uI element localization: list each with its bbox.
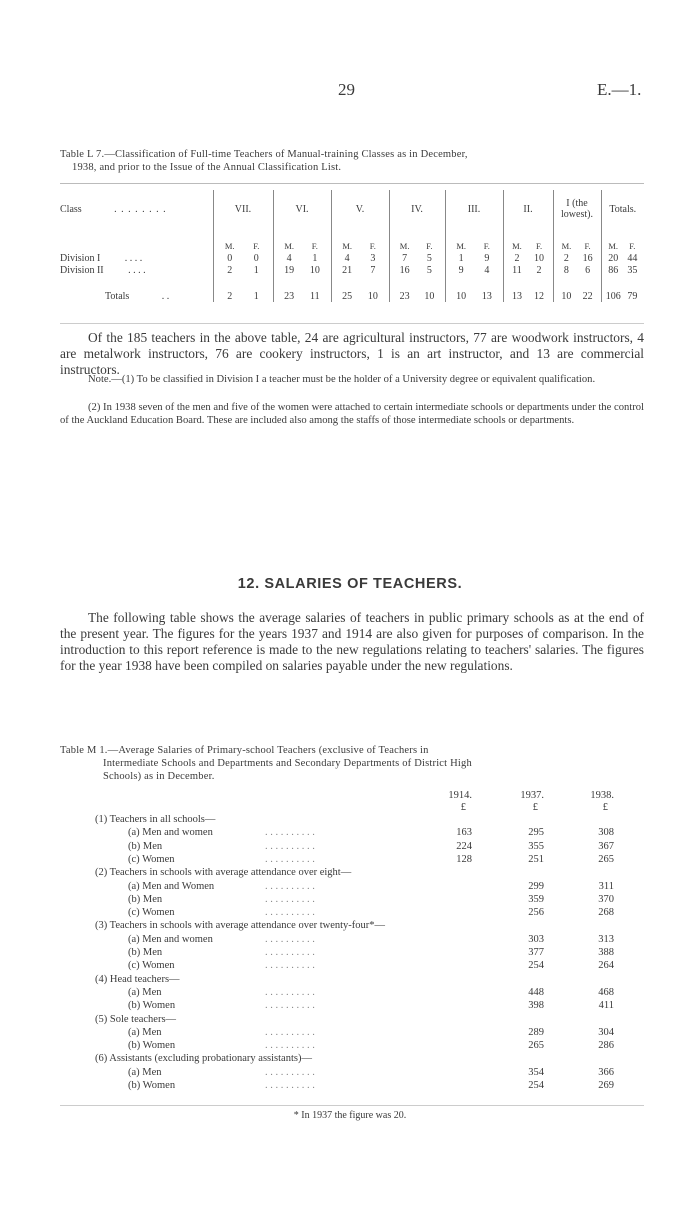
value-1938: 468 bbox=[598, 986, 614, 998]
female-value: 35 bbox=[627, 264, 638, 276]
male-value: 23 bbox=[284, 290, 295, 302]
male-value: 2 bbox=[514, 252, 520, 264]
female-label: F. bbox=[253, 241, 260, 251]
caption-line-3: Schools) as in December. bbox=[103, 771, 215, 782]
leader-dots: . . . . . . . . . . bbox=[265, 880, 315, 892]
male-value: 10 bbox=[561, 290, 572, 302]
value-1937: 256 bbox=[528, 907, 544, 919]
class-label: Class bbox=[60, 203, 82, 215]
table-row bbox=[0, 814, 700, 828]
row-label: (a) Men bbox=[128, 986, 162, 998]
table-row-totals bbox=[60, 290, 644, 302]
female-value: 9 bbox=[484, 252, 490, 264]
male-value: 0 bbox=[227, 252, 233, 264]
value-1937: 303 bbox=[528, 933, 544, 945]
col-iii: III. bbox=[445, 190, 503, 228]
leader-dots: . . . . . . . . . . bbox=[265, 893, 315, 905]
female-label: F. bbox=[369, 241, 376, 251]
male-value: 13 bbox=[511, 290, 522, 302]
female-label: F. bbox=[584, 241, 591, 251]
value-1938: 367 bbox=[598, 840, 614, 852]
table-row-division-1 bbox=[60, 252, 644, 264]
leader-dots: . . . . bbox=[125, 264, 146, 276]
female-value: 44 bbox=[627, 252, 638, 264]
value-1937: 398 bbox=[528, 1000, 544, 1012]
leader-dots: . . . . . . . . . . bbox=[265, 1066, 315, 1078]
female-value: 79 bbox=[627, 290, 638, 302]
table-l7-caption bbox=[60, 148, 650, 174]
male-value: 8 bbox=[563, 264, 569, 276]
row-label: Totals bbox=[105, 290, 130, 302]
row-label: (a) Men bbox=[128, 1026, 162, 1038]
value-1938: 265 bbox=[598, 853, 614, 865]
table-row bbox=[0, 1027, 700, 1041]
row-label: (6) Assistants (excluding probationary assistants)— bbox=[95, 1053, 312, 1065]
caption-line-2: 1938, and prior to the Issue of the Annual Classification List. bbox=[72, 162, 342, 173]
female-label: F. bbox=[535, 241, 543, 251]
leader-dots: . . . . . . . . . . bbox=[265, 1026, 315, 1038]
table-row bbox=[0, 947, 700, 961]
female-value: 5 bbox=[426, 252, 432, 264]
value-1938: 313 bbox=[598, 933, 614, 945]
female-label: F. bbox=[426, 241, 433, 251]
row-label: Division II bbox=[60, 264, 104, 276]
value-1938: 268 bbox=[598, 907, 614, 919]
row-label: (b) Women bbox=[128, 1040, 176, 1052]
female-value: 22 bbox=[582, 290, 593, 302]
female-label: F. bbox=[629, 241, 636, 251]
table-header-row bbox=[60, 190, 644, 228]
male-value: 2 bbox=[227, 264, 233, 276]
value-1938: 311 bbox=[598, 880, 614, 892]
sex-row bbox=[60, 240, 644, 252]
leader-dots: . . . . . . . . . . bbox=[265, 827, 315, 839]
value-1938: 269 bbox=[598, 1080, 614, 1091]
caption-line-1: Table M 1.—Average Salaries of Primary-school Teachers (exclusive of Teachers in bbox=[60, 745, 429, 756]
male-value: 19 bbox=[284, 264, 295, 276]
male-value: 20 bbox=[608, 252, 619, 264]
value-1938: 286 bbox=[598, 1040, 614, 1052]
row-label: (b) Men bbox=[128, 893, 163, 905]
male-value: 21 bbox=[342, 264, 353, 276]
table-row bbox=[0, 934, 700, 948]
row-label: (a) Men bbox=[128, 1066, 162, 1078]
year-1938: 1938. bbox=[590, 790, 614, 801]
leader-dots: . . . . . . . . . . bbox=[265, 933, 315, 945]
table-row bbox=[0, 841, 700, 855]
leader-dots: . . bbox=[159, 290, 170, 302]
female-value: 13 bbox=[481, 290, 492, 302]
value-1938: 411 bbox=[598, 1000, 614, 1012]
male-value: 23 bbox=[399, 290, 410, 302]
footnote-rule bbox=[60, 1105, 644, 1106]
male-value: 7 bbox=[402, 252, 408, 264]
table-row bbox=[0, 894, 700, 908]
col-iv: IV. bbox=[389, 190, 445, 228]
row-label: (b) Men bbox=[128, 840, 163, 852]
value-1914: 128 bbox=[456, 853, 472, 865]
table-row bbox=[0, 1014, 700, 1028]
female-value: 0 bbox=[253, 252, 259, 264]
value-1937: 289 bbox=[528, 1026, 544, 1038]
male-label: M. bbox=[224, 241, 235, 251]
leader-dots: . . . . . . . . bbox=[114, 203, 167, 215]
male-label: M. bbox=[561, 241, 572, 251]
row-label: (c) Women bbox=[128, 907, 175, 919]
male-value: 25 bbox=[342, 290, 353, 302]
table-row bbox=[0, 881, 700, 895]
value-1938: 304 bbox=[598, 1026, 614, 1038]
male-value: 4 bbox=[344, 252, 350, 264]
value-1937: 254 bbox=[528, 960, 544, 972]
female-value: 6 bbox=[585, 264, 591, 276]
female-value: 5 bbox=[426, 264, 432, 276]
value-1938: 388 bbox=[598, 947, 614, 958]
table-l7 bbox=[60, 190, 644, 302]
value-1937: 355 bbox=[528, 840, 544, 852]
row-label: (1) Teachers in all schools— bbox=[95, 814, 216, 825]
col-ii: II. bbox=[503, 190, 553, 228]
value-1937: 354 bbox=[528, 1066, 544, 1078]
leader-dots: . . . . . . . . . . bbox=[265, 1080, 315, 1091]
table-row bbox=[0, 907, 700, 921]
row-label: (b) Men bbox=[128, 947, 163, 958]
table-row bbox=[0, 1053, 700, 1067]
row-label: (b) Women bbox=[128, 1080, 176, 1091]
male-value: 1 bbox=[458, 252, 464, 264]
male-value: 16 bbox=[399, 264, 410, 276]
female-value: 7 bbox=[370, 264, 376, 276]
table-row bbox=[0, 960, 700, 974]
female-label: F. bbox=[311, 241, 318, 251]
female-label: F. bbox=[483, 241, 490, 251]
leader-dots: . . . . . . . . . . bbox=[265, 907, 315, 919]
male-label: M. bbox=[608, 241, 619, 251]
year-1937: 1937. bbox=[520, 790, 544, 801]
page-number: 29 bbox=[338, 80, 355, 99]
female-value: 16 bbox=[582, 252, 593, 264]
section-heading: 12. SALARIES OF TEACHERS. bbox=[237, 576, 463, 592]
table-row bbox=[0, 854, 700, 868]
table-m1-caption bbox=[60, 744, 644, 783]
paragraph-salaries: The following table shows the average salaries of teachers in public primary schools as at the end of the present year. The figures for the years 1937 and 1914 are also given for purposes of comparison. In the introduction to this report reference is made to the new regulations relating to teachers' salaries. The figures for the year 1938 have been compiled on salaries payable under the new regulations. bbox=[60, 610, 644, 673]
value-1937: 299 bbox=[528, 880, 544, 892]
male-label: M. bbox=[399, 241, 410, 251]
female-value: 10 bbox=[424, 290, 435, 302]
row-label: Division I bbox=[60, 252, 101, 264]
table-m1 bbox=[0, 790, 700, 1110]
table-row bbox=[0, 987, 700, 1001]
value-1938: 366 bbox=[598, 1066, 614, 1078]
female-value: 1 bbox=[253, 290, 259, 302]
footnote: * In 1937 the figure was 20. bbox=[293, 1110, 407, 1121]
value-1937: 448 bbox=[528, 986, 544, 998]
female-value: 10 bbox=[367, 290, 378, 302]
currency-1937: £ bbox=[532, 802, 538, 813]
table-row-division-2 bbox=[60, 264, 644, 276]
row-label: (b) Women bbox=[128, 1000, 176, 1012]
female-value: 10 bbox=[534, 252, 545, 264]
leader-dots: . . . . . . . . . . bbox=[265, 960, 315, 972]
male-value: 9 bbox=[458, 264, 464, 276]
male-label: M. bbox=[512, 241, 522, 251]
row-label: (a) Men and Women bbox=[128, 880, 215, 892]
row-label: (c) Women bbox=[128, 853, 175, 865]
female-value: 4 bbox=[484, 264, 490, 276]
col-vii: VII. bbox=[213, 190, 273, 228]
leader-dots: . . . . . . . . . . bbox=[265, 853, 315, 865]
row-label: (2) Teachers in schools with average attendance over eight— bbox=[95, 867, 352, 879]
female-value: 3 bbox=[370, 252, 376, 264]
row-label: (a) Men and women bbox=[128, 933, 213, 945]
value-1937: 359 bbox=[528, 893, 544, 905]
row-label: (3) Teachers in schools with average attendance over twenty-four*— bbox=[95, 920, 386, 932]
table-row bbox=[0, 827, 700, 841]
document-reference: E.—1. bbox=[597, 80, 642, 99]
female-value: 11 bbox=[310, 290, 320, 302]
value-1937: 265 bbox=[528, 1040, 544, 1052]
table-row bbox=[0, 1000, 700, 1014]
row-label: (c) Women bbox=[128, 960, 175, 972]
caption-line-2: Intermediate Schools and Departments and Secondary Departments of District High bbox=[103, 758, 472, 769]
table-row bbox=[0, 1040, 700, 1054]
table-row bbox=[0, 920, 700, 934]
value-1937: 377 bbox=[528, 947, 544, 958]
male-value: 10 bbox=[456, 290, 467, 302]
male-label: M. bbox=[456, 241, 467, 251]
col-totals: Totals. bbox=[601, 190, 644, 228]
col-i: I (the lowest). bbox=[553, 190, 601, 228]
leader-dots: . . . . . . . . . . bbox=[265, 986, 315, 998]
male-label: M. bbox=[342, 241, 353, 251]
leader-dots: . . . . . . . . . . bbox=[265, 1040, 315, 1052]
table-row bbox=[0, 1080, 700, 1094]
female-value: 2 bbox=[536, 264, 542, 276]
row-label: (5) Sole teachers— bbox=[95, 1013, 177, 1025]
male-value: 11 bbox=[512, 264, 522, 276]
col-vi: VI. bbox=[273, 190, 331, 228]
paragraph-instructors: Of the 185 teachers in the above table, 24 are agricultural instructors, 77 are woodwork instructors, 4 are metalwork instructors, 76 are cookery instructors, 1 is an art instructor, and 13 are commercial instructors. bbox=[60, 330, 644, 377]
caption-line-1: Table L 7.—Classification of Full-time Teachers of Manual-training Classes as in December, bbox=[60, 149, 468, 160]
female-value: 10 bbox=[309, 264, 320, 276]
female-value: 1 bbox=[253, 264, 259, 276]
note-1: Note.—(1) To be classified in Division I a teacher must be the holder of a University degree or equivalent qualification. bbox=[88, 374, 596, 385]
value-1914: 224 bbox=[456, 840, 472, 852]
table-bottom-rule bbox=[60, 323, 644, 324]
male-value: 106 bbox=[605, 290, 621, 302]
row-label: (a) Men and women bbox=[128, 827, 213, 839]
male-label: M. bbox=[284, 241, 295, 251]
female-value: 1 bbox=[312, 252, 318, 264]
female-value: 12 bbox=[534, 290, 545, 302]
male-value: 4 bbox=[286, 252, 292, 264]
value-1937: 295 bbox=[528, 827, 544, 839]
col-v: V. bbox=[331, 190, 389, 228]
value-1938: 264 bbox=[598, 960, 614, 972]
leader-dots: . . . . . . . . . . bbox=[265, 840, 315, 852]
value-1938: 370 bbox=[598, 893, 614, 905]
row-label: (4) Head teachers— bbox=[95, 973, 180, 985]
table-row bbox=[0, 867, 700, 881]
male-value: 86 bbox=[608, 264, 619, 276]
currency-1914: £ bbox=[460, 802, 466, 813]
table-top-rule bbox=[60, 183, 644, 184]
note-2: (2) In 1938 seven of the men and five of the women were attached to certain intermediate schools or departments under the control of the Auckland Education Board. These are included also among the staffs of those intermediate schools or departments. bbox=[60, 402, 644, 426]
table-row bbox=[0, 1067, 700, 1081]
value-1938: 308 bbox=[598, 827, 614, 839]
leader-dots: . . . . . . . . . . bbox=[265, 1000, 315, 1012]
value-1937: 251 bbox=[528, 853, 544, 865]
male-value: 2 bbox=[563, 252, 569, 264]
leader-dots: . . . . . . . . . . bbox=[265, 947, 315, 958]
value-1937: 254 bbox=[528, 1080, 544, 1091]
leader-dots: . . . . bbox=[122, 252, 143, 264]
table-row bbox=[0, 974, 700, 988]
year-1914: 1914. bbox=[448, 790, 472, 801]
male-value: 2 bbox=[227, 290, 233, 302]
value-1914: 163 bbox=[456, 827, 472, 839]
currency-1938: £ bbox=[602, 802, 608, 813]
